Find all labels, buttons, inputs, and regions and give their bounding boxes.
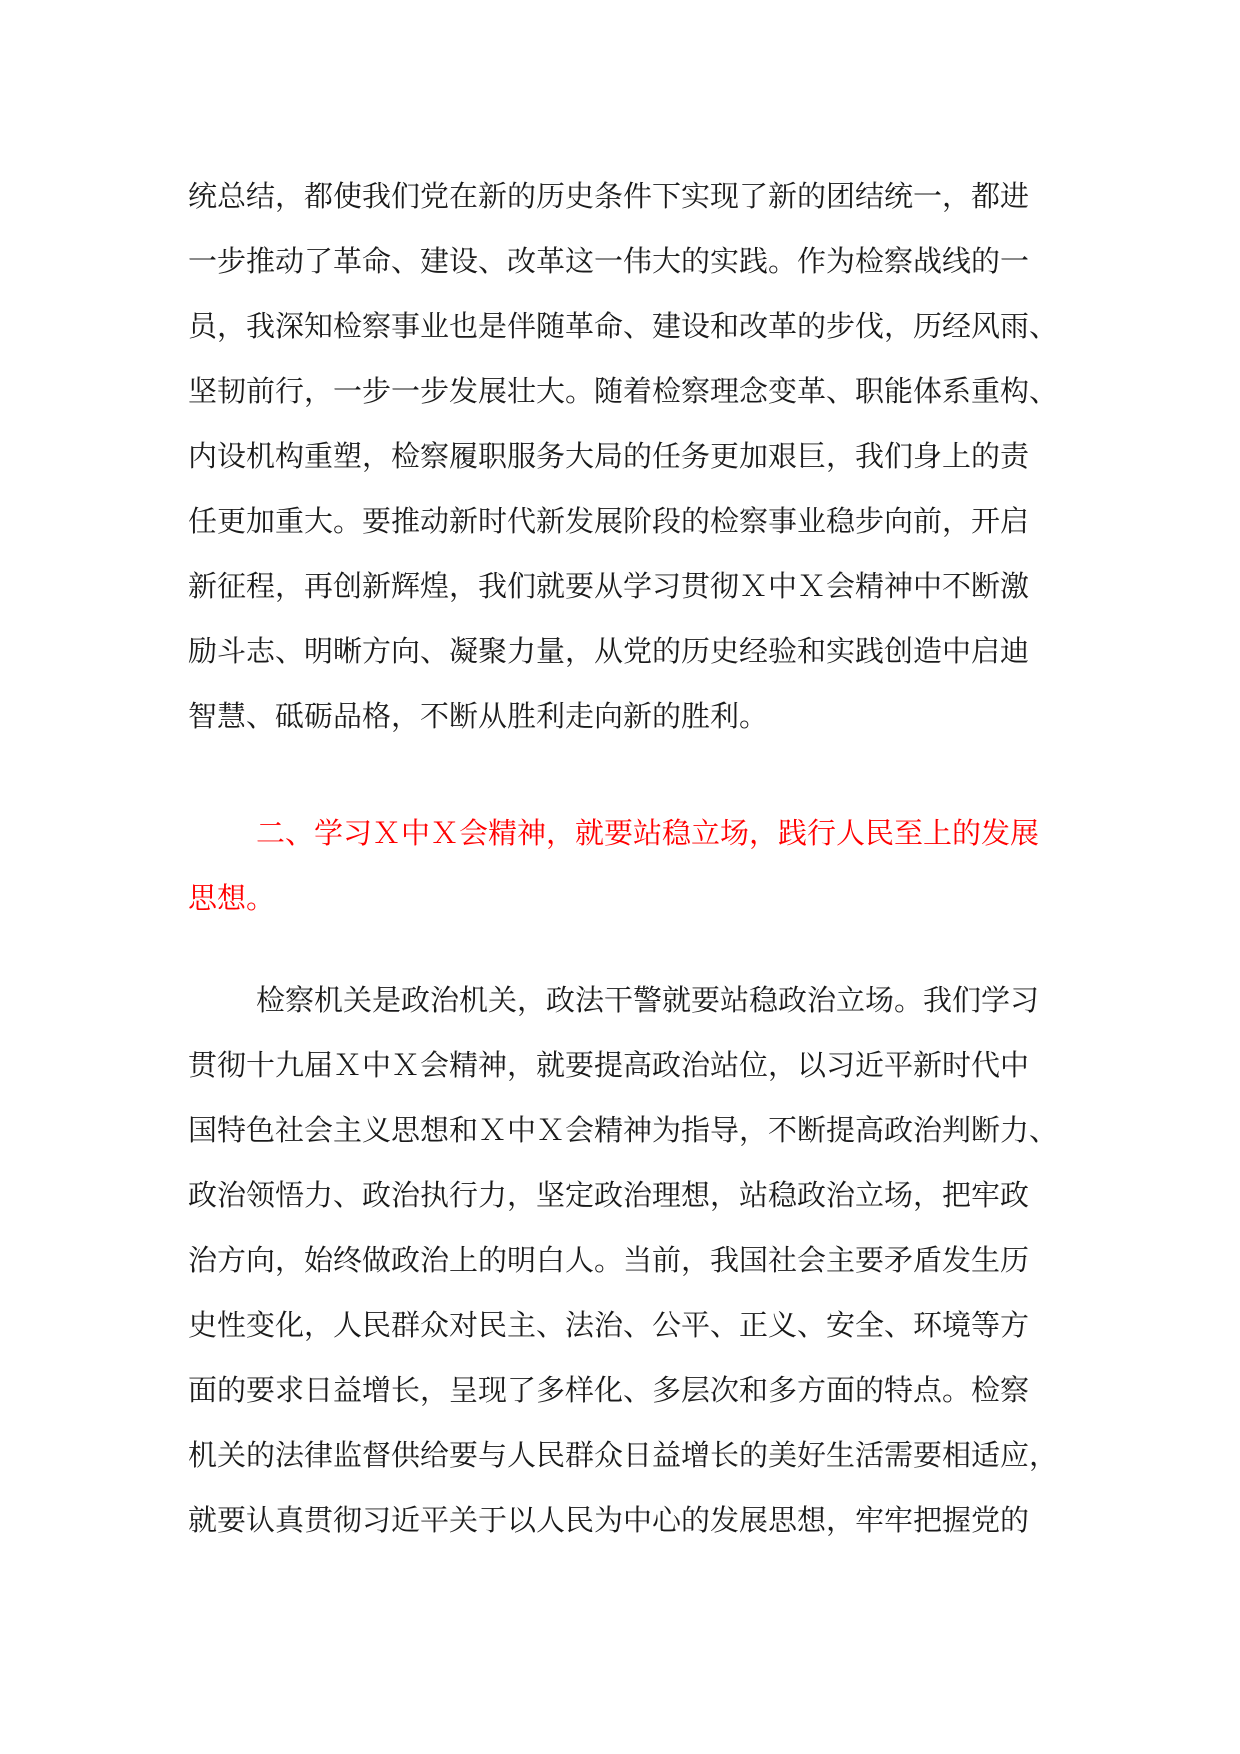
paragraph-line: 任更加重大。要推动新时代新发展阶段的检察事业稳步向前，开启 <box>188 504 1030 538</box>
paragraph-line: 政治领悟力、政治执行力，坚定政治理想，站稳政治立场，把牢政 <box>188 1178 1030 1212</box>
paragraph-line: 统总结，都使我们党在新的历史条件下实现了新的团结统一，都进 <box>188 179 1030 213</box>
body-paragraph-1 <box>188 164 1068 749</box>
paragraph-line: 检察机关是政治机关，政法干警就要站稳政治立场。我们学习 <box>256 983 1040 1017</box>
paragraph-line: 新征程，再创新辉煌，我们就要从学习贯彻Ｘ中Ｘ会精神中不断激 <box>188 569 1030 603</box>
paragraph-line: 内设机构重塑，检察履职服务大局的任务更加艰巨，我们身上的责 <box>188 439 1030 473</box>
paragraph-line: 史性变化，人民群众对民主、法治、公平、正义、安全、环境等方 <box>188 1308 1030 1342</box>
body-paragraph-2 <box>188 968 1068 1553</box>
paragraph-line: 机关的法律监督供给要与人民群众日益增长的美好生活需要相适应， <box>188 1438 1059 1472</box>
paragraph-line: 励斗志、明晰方向、凝聚力量，从党的历史经验和实践创造中启迪 <box>188 634 1030 668</box>
paragraph-line: 员，我深知检察事业也是伴随革命、建设和改革的步伐，历经风雨、 <box>188 309 1059 343</box>
paragraph-line: 就要认真贯彻习近平关于以人民为中心的发展思想，牢牢把握党的 <box>188 1503 1030 1537</box>
section-heading-2 <box>188 801 1068 931</box>
paragraph-line: 治方向，始终做政治上的明白人。当前，我国社会主要矛盾发生历 <box>188 1243 1030 1277</box>
paragraph-line: 面的要求日益增长，呈现了多样化、多层次和多方面的特点。检察 <box>188 1373 1030 1407</box>
paragraph-line: 坚韧前行，一步一步发展壮大。随着检察理念变革、职能体系重构、 <box>188 374 1059 408</box>
paragraph-line: 一步推动了革命、建设、改革这一伟大的实践。作为检察战线的一 <box>188 244 1030 278</box>
heading-line: 二、学习Ｘ中Ｘ会精神，就要站稳立场，践行人民至上的发展 <box>256 816 1040 850</box>
paragraph-line: 智慧、砥砺品格，不断从胜利走向新的胜利。 <box>188 699 769 733</box>
paragraph-line: 国特色社会主义思想和Ｘ中Ｘ会精神为指导，不断提高政治判断力、 <box>188 1113 1059 1147</box>
heading-line: 思想。 <box>188 881 276 915</box>
paragraph-line: 贯彻十九届Ｘ中Ｘ会精神，就要提高政治站位，以习近平新时代中 <box>188 1048 1030 1082</box>
